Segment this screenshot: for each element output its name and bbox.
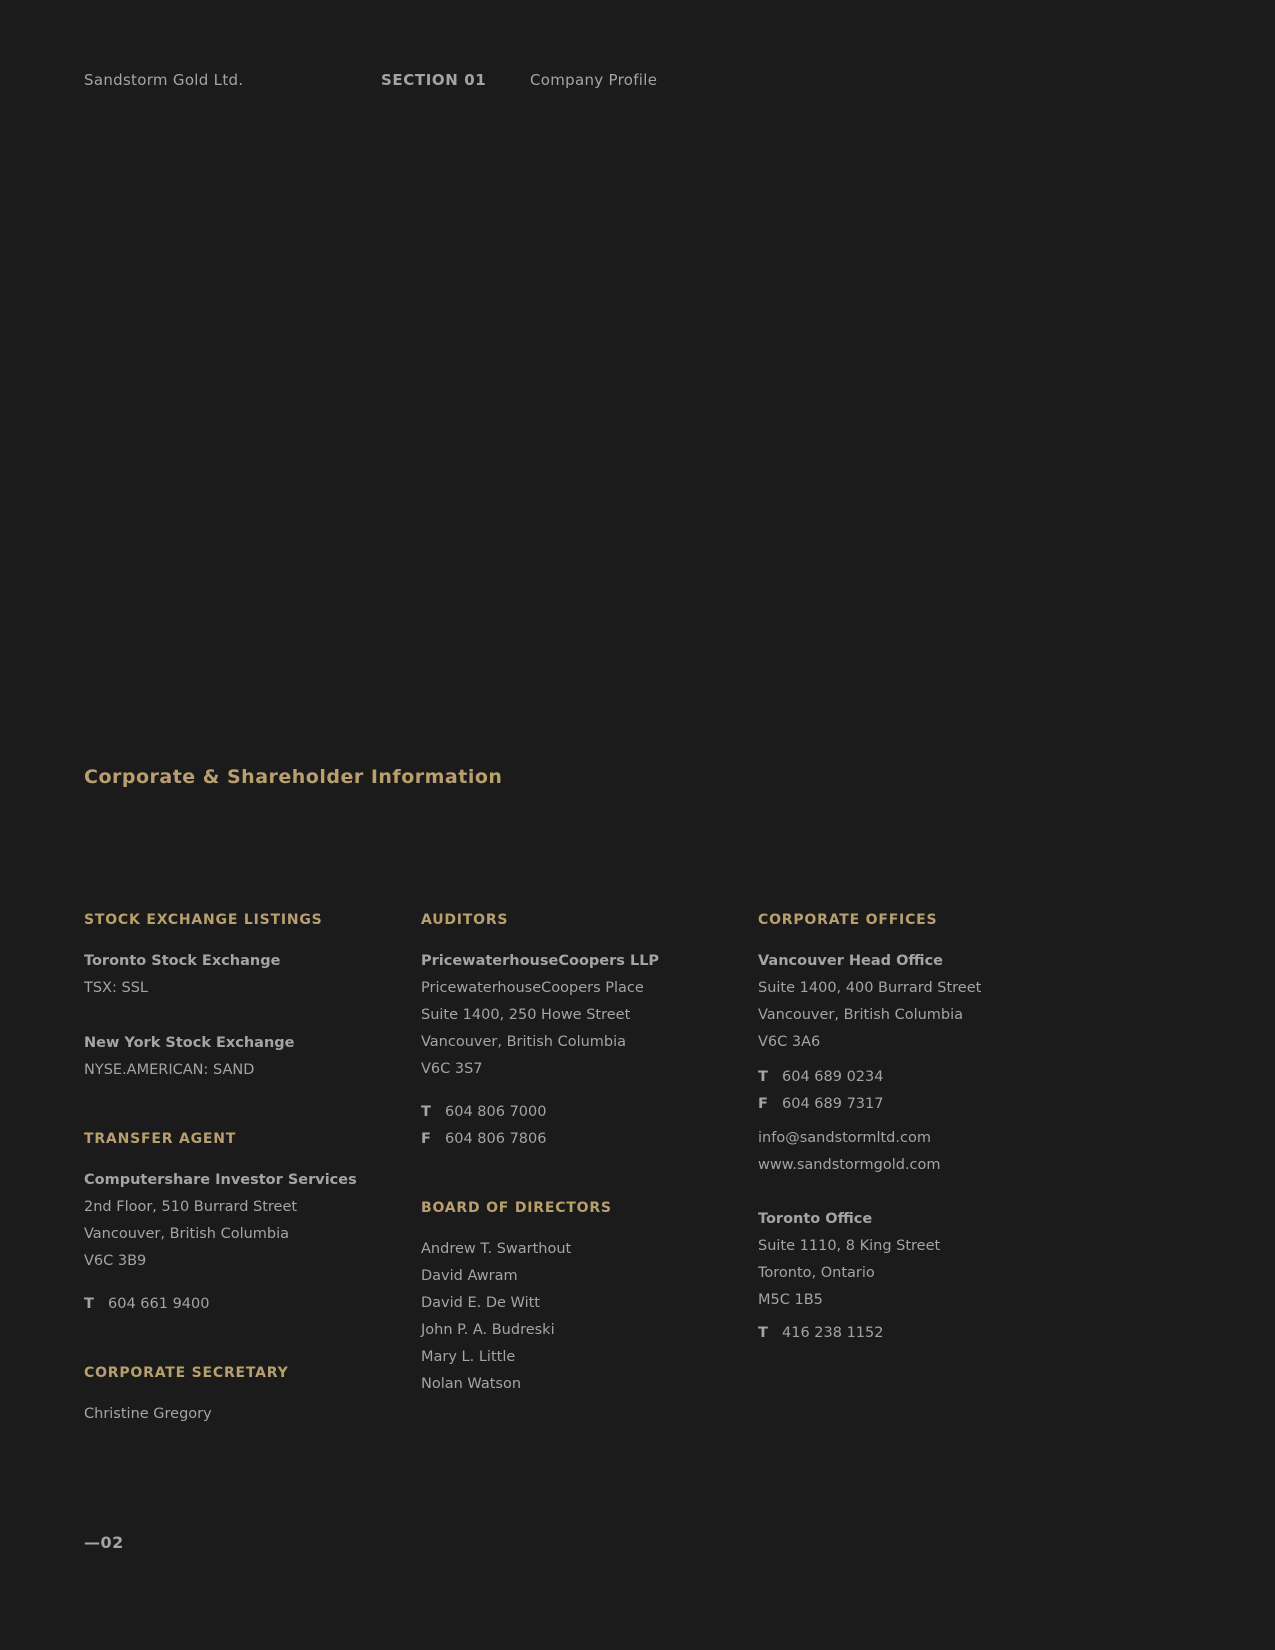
fax-label: F xyxy=(421,1131,431,1147)
toronto-phone xyxy=(758,1320,1078,1347)
vancouver-office-name: Vancouver Head Office xyxy=(758,953,944,969)
board-member: David E. De Witt xyxy=(421,1295,540,1311)
phone-number: 416 238 1152 xyxy=(782,1325,884,1341)
board-member: Andrew T. Swarthout xyxy=(421,1241,572,1257)
nyse-symbol: NYSE.AMERICAN: SAND xyxy=(84,1062,255,1078)
page-title: Corporate & Shareholder Information xyxy=(84,766,503,788)
board-member: Mary L. Little xyxy=(421,1349,516,1365)
corporate-secretary-section xyxy=(84,1365,404,1428)
header-section-number: SECTION 01 xyxy=(381,71,487,89)
fax-number: 604 806 7806 xyxy=(445,1131,547,1147)
auditor-address-line: Suite 1400, 250 Howe Street xyxy=(421,1007,631,1023)
auditor-address-line: V6C 3S7 xyxy=(421,1061,483,1077)
transfer-agent-address-line: V6C 3B9 xyxy=(84,1253,147,1269)
tsx-symbol: TSX: SSL xyxy=(84,980,148,996)
vancouver-address-line: Vancouver, British Columbia xyxy=(758,1007,964,1023)
tsx-name: Toronto Stock Exchange xyxy=(84,953,281,969)
vancouver-fax xyxy=(758,1091,1078,1118)
auditor-address-line: PricewaterhouseCoopers Place xyxy=(421,980,644,996)
header-company: Sandstorm Gold Ltd. xyxy=(84,71,244,89)
phone-number: 604 689 0234 xyxy=(782,1069,884,1085)
vancouver-phone xyxy=(758,1064,1078,1091)
board-member: Nolan Watson xyxy=(421,1376,522,1392)
vancouver-address-line: V6C 3A6 xyxy=(758,1034,821,1050)
phone-number: 604 661 9400 xyxy=(108,1296,210,1312)
corporate-secretary-name: Christine Gregory xyxy=(84,1406,212,1422)
fax-number: 604 689 7317 xyxy=(782,1096,884,1112)
transfer-agent-section xyxy=(84,1131,404,1318)
board-member: David Awram xyxy=(421,1268,518,1284)
auditor-name: PricewaterhouseCoopers LLP xyxy=(421,953,660,969)
nyse-name: New York Stock Exchange xyxy=(84,1035,295,1051)
auditor-fax xyxy=(421,1126,741,1153)
board-section xyxy=(421,1200,741,1398)
board-member: John P. A. Budreski xyxy=(421,1322,555,1338)
stock-exchange-heading: STOCK EXCHANGE LISTINGS xyxy=(84,912,323,928)
transfer-agent-name: Computershare Investor Services xyxy=(84,1172,357,1188)
transfer-agent-address-line: Vancouver, British Columbia xyxy=(84,1226,290,1242)
email-link[interactable]: info@sandstormltd.com xyxy=(758,1130,931,1146)
phone-label: T xyxy=(84,1296,94,1312)
transfer-agent-address-line: 2nd Floor, 510 Burrard Street xyxy=(84,1199,298,1215)
toronto-address-line: M5C 1B5 xyxy=(758,1292,823,1308)
phone-label: T xyxy=(758,1069,768,1085)
toronto-office-name: Toronto Office xyxy=(758,1211,873,1227)
corporate-offices-section xyxy=(758,912,1078,1347)
auditors-section xyxy=(421,912,741,1153)
transfer-agent-heading: TRANSFER AGENT xyxy=(84,1131,237,1147)
auditor-phone xyxy=(421,1099,741,1126)
stock-exchange-section xyxy=(84,912,404,1084)
toronto-address-line: Toronto, Ontario xyxy=(758,1265,875,1281)
phone-label: T xyxy=(758,1325,768,1341)
phone-label: T xyxy=(421,1104,431,1120)
corporate-offices-heading: CORPORATE OFFICES xyxy=(758,912,938,928)
board-heading: BOARD OF DIRECTORS xyxy=(421,1200,612,1216)
auditor-address-line: Vancouver, British Columbia xyxy=(421,1034,627,1050)
transfer-agent-phone xyxy=(84,1291,404,1318)
header-section-title: Company Profile xyxy=(530,71,658,89)
corporate-secretary-heading: CORPORATE SECRETARY xyxy=(84,1365,289,1381)
toronto-address-line: Suite 1110, 8 King Street xyxy=(758,1238,941,1254)
auditors-heading: AUDITORS xyxy=(421,912,509,928)
vancouver-address-line: Suite 1400, 400 Burrard Street xyxy=(758,980,982,996)
fax-label: F xyxy=(758,1096,768,1112)
page-number: —02 xyxy=(84,1533,124,1552)
website-link[interactable]: www.sandstormgold.com xyxy=(758,1157,941,1173)
phone-number: 604 806 7000 xyxy=(445,1104,547,1120)
